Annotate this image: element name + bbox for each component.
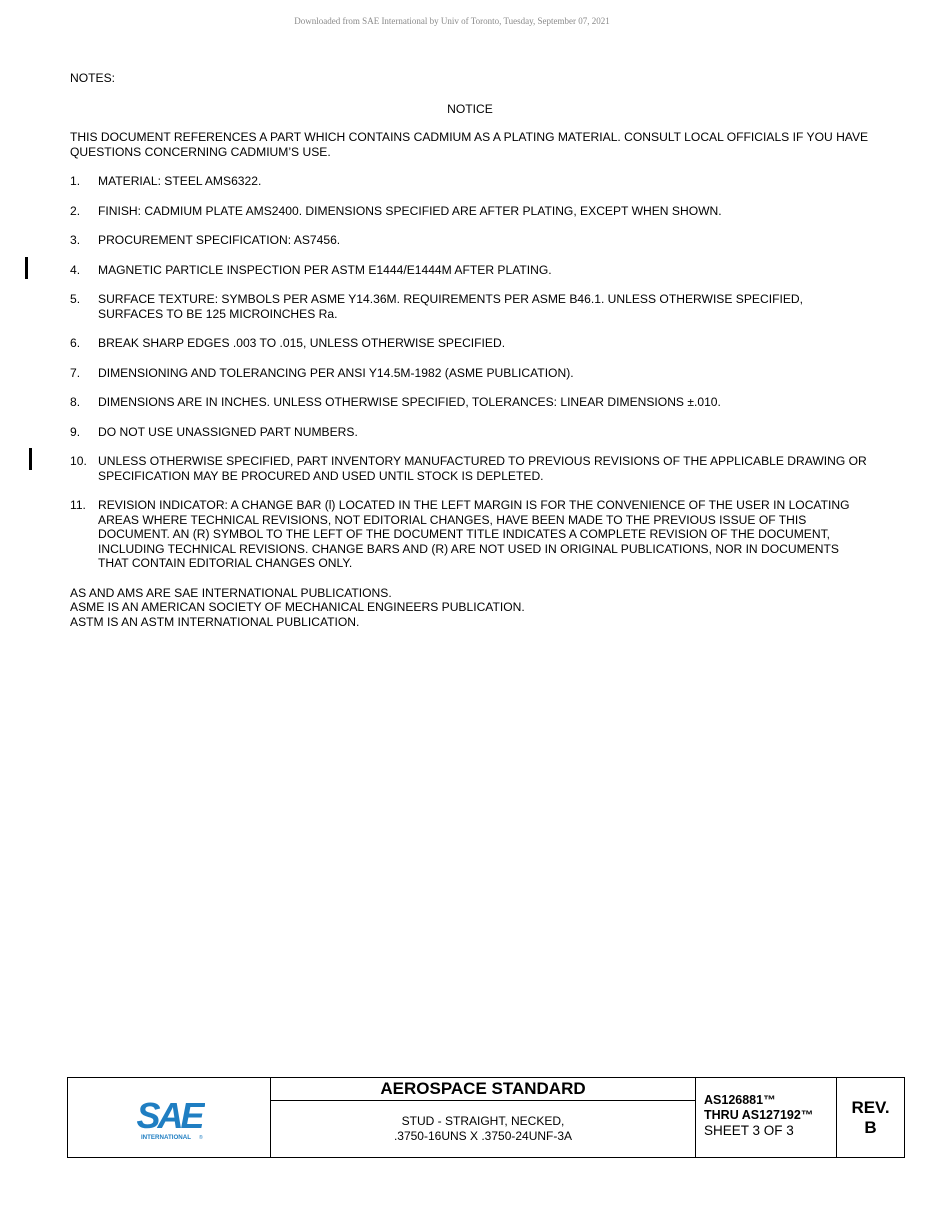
publication-statements [70,586,870,630]
note-number: 1. [70,174,81,188]
title-cell [271,1078,696,1157]
part-number-from: AS126881™ [704,1093,776,1107]
note-item [70,454,870,483]
publication-statement: AS AND AMS ARE SAE INTERNATIONAL PUBLICATIONS. [70,585,392,600]
notes-section [70,71,870,629]
note-text: MAGNETIC PARTICLE INSPECTION PER ASTM E1444/E1444M AFTER PLATING. [98,262,552,277]
logo-cell [68,1078,271,1157]
change-bar [25,257,28,279]
note-text: UNLESS OTHERWISE SPECIFIED, PART INVENTORY MANUFACTURED TO PREVIOUS REVISIONS OF THE APPLICABLE DRAWING OR SPECIFICATION MAY BE PROCURED AND USED UNTIL STOCK IS DEPLETED. [98,454,867,483]
notes-label: NOTES: [70,71,116,85]
note-number: 3. [70,233,81,247]
note-item [70,395,870,410]
note-number: 9. [70,424,81,439]
note-number: 11. [70,498,86,512]
note-number: 5. [70,292,81,306]
part-number-thru: THRU AS127192™ [704,1108,814,1122]
note-text: BREAK SHARP EDGES .003 TO .015, UNLESS OTHERWISE SPECIFIED. [98,336,506,350]
note-number: 10. [70,454,87,468]
sheet-number: SHEET 3 OF 3 [704,1123,794,1138]
note-text: PROCUREMENT SPECIFICATION: AS7456. [98,233,341,247]
note-item [70,233,870,248]
note-text: DO NOT USE UNASSIGNED PART NUMBERS. [98,424,358,439]
note-item [70,292,870,321]
sae-logo-registered: ® [199,1134,203,1141]
description-line-1: STUD - STRAIGHT, NECKED, [401,1114,565,1128]
revision-value: B [864,1117,877,1137]
note-number: 2. [70,203,81,218]
notes-list [70,174,870,571]
description-line-2: .3750-16UNS X .3750-24UNF-3A [393,1129,573,1143]
document-number-cell [696,1078,837,1157]
note-text: DIMENSIONS ARE IN INCHES. UNLESS OTHERWISE SPECIFIED, TOLERANCES: LINEAR DIMENSIONS ±.010. [98,395,721,409]
note-item [70,204,870,219]
note-text: MATERIAL: STEEL AMS6322. [98,174,262,188]
notice-title: NOTICE [447,101,493,116]
note-item [70,336,870,351]
revision-label: REV. [851,1097,890,1117]
note-text: DIMENSIONING AND TOLERANCING PER ANSI Y14.5M-1982 (ASME PUBLICATION). [98,365,574,380]
note-item [70,498,870,571]
note-text: REVISION INDICATOR: A CHANGE BAR (l) LOCATED IN THE LEFT MARGIN IS FOR THE CONVENIENCE OF THE USER IN LOCATING AREAS WHERE TECHNICAL REVISIONS, NOT EDITORIAL CHANGES, HAVE BEEN MADE TO THE PREVIOUS ISSUE OF THIS DOCUMENT. AN (R) SYMBOL TO THE LEFT OF THE DOCUMENT TITLE INDICATES A COMPLETE REVISION OF THE DOCUMENT, INCLUDING TECHNICAL REVISIONS. CHANGE BARS AND (R) ARE NOT USED IN ORIGINAL PUBLICATIONS, NOR IN DOCUMENTS THAT CONTAIN EDITORIAL CHANGES ONLY. [98,498,850,570]
sae-logo-subtext: INTERNATIONAL [140,1133,192,1141]
sae-logo [133,1095,205,1141]
revision-cell [837,1078,904,1157]
sae-logo-wordmark: SAE [136,1094,202,1136]
notice-text: THIS DOCUMENT REFERENCES A PART WHICH CONTAINS CADMIUM AS A PLATING MATERIAL. CONSULT LOCAL OFFICIALS IF YOU HAVE QUESTIONS CONCERNING CADMIUM’S USE. [70,130,869,159]
note-number: 6. [70,336,81,350]
download-watermark: Downloaded from SAE International by Univ of Toronto, Tuesday, September 07, 2021 [294,16,610,26]
publication-statement: ASTM IS AN ASTM INTERNATIONAL PUBLICATION. [70,614,360,629]
note-item [70,366,870,381]
note-number: 4. [70,262,81,277]
title-block [67,1077,905,1158]
note-text: SURFACE TEXTURE: SYMBOLS PER ASME Y14.36M. REQUIREMENTS PER ASME B46.1. UNLESS OTHERWISE SPECIFIED, SURFACES TO BE 125 MICROINCHES Ra. [98,292,803,321]
note-item [70,263,870,278]
part-description [271,1101,695,1157]
change-bar [29,448,32,470]
note-item [70,425,870,440]
standard-type: AEROSPACE STANDARD [271,1078,695,1101]
note-number: 7. [70,365,81,380]
note-number: 8. [70,395,81,409]
publication-statement: ASME IS AN AMERICAN SOCIETY OF MECHANICAL ENGINEERS PUBLICATION. [70,600,525,614]
note-text: FINISH: CADMIUM PLATE AMS2400. DIMENSIONS SPECIFIED ARE AFTER PLATING, EXCEPT WHEN SHOWN. [98,203,722,218]
note-item [70,174,870,189]
